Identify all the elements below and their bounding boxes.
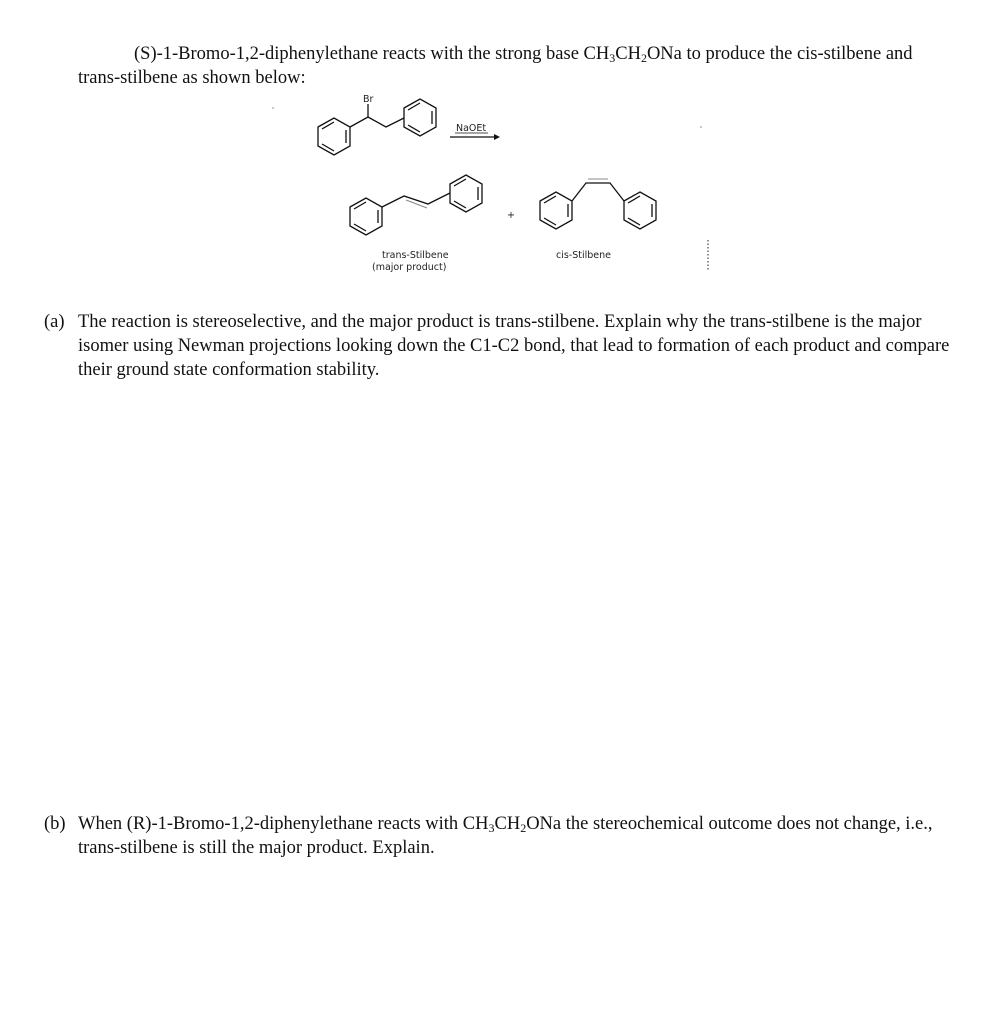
intro-text-2: CH	[615, 44, 641, 64]
question-b-text	[78, 812, 964, 860]
cis-stilbene-ring-right	[624, 192, 656, 229]
question-b-text-3: ONa the stereochemical outcome does not change, i.e., trans-stilbene is still the major product. Explain.	[78, 814, 933, 858]
cis-stilbene-alkene	[572, 183, 624, 201]
question-b-sub-3: 3	[488, 821, 495, 835]
trans-stilbene-ring-right	[450, 175, 482, 212]
question-b	[44, 812, 964, 860]
question-b-text-2: CH	[494, 814, 521, 834]
trans-stilbene-ring-left	[350, 198, 382, 235]
intro-sub-2: 2	[640, 51, 647, 65]
reaction-scheme	[0, 0, 990, 300]
question-a	[44, 310, 964, 382]
cis-stilbene-label: cis-Stilbene	[556, 250, 612, 261]
question-b-text-1: When (R)-1-Bromo-1,2-diphenylethane reacts with CH	[78, 814, 489, 834]
intro-sub-3: 3	[609, 51, 616, 65]
major-product-label: (major product)	[372, 262, 447, 273]
reagent-label: NaOEt	[456, 123, 487, 134]
trans-stilbene-label: trans-Stilbene	[382, 250, 449, 261]
question-a-text: The reaction is stereoselective, and the major product is trans-stilbene. Explain why the trans-stilbene is the major isomer using Newman projections looking down the C1-C2 bond, that lead to formation of each product and compare their ground state conformation stability.	[78, 312, 950, 380]
bromine-label: Br	[363, 94, 374, 105]
trans-stilbene-alkene	[382, 193, 450, 207]
intro-text-3: ONa to produce the cis-stilbene and trans-stilbene as shown below:	[78, 44, 913, 88]
stray-dot	[272, 107, 274, 109]
question-b-sub-2: 2	[520, 821, 527, 835]
question-b-tag: (b)	[44, 814, 66, 834]
reaction-arrowhead	[494, 134, 500, 140]
stray-dot	[700, 126, 702, 128]
plus-sign: +	[507, 210, 515, 221]
question-a-tag: (a)	[44, 312, 65, 332]
intro-text-1: (S)-1-Bromo-1,2-diphenylethane reacts with the strong base CH	[134, 44, 610, 64]
reactant-chain-bonds	[350, 117, 404, 127]
cis-stilbene-ring-left	[540, 192, 572, 229]
reactant-phenyl-ring-right	[404, 99, 436, 136]
reactant-phenyl-ring-left	[318, 118, 350, 155]
